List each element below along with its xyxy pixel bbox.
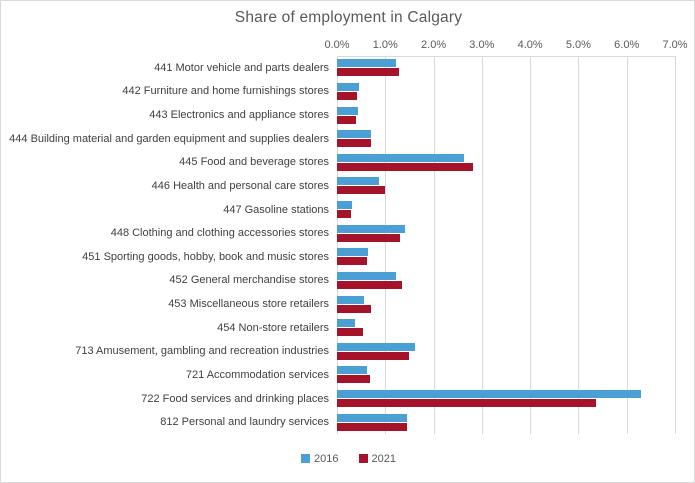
bar-2016 bbox=[337, 177, 379, 185]
legend-swatch bbox=[301, 454, 310, 463]
bar-2016 bbox=[337, 201, 352, 209]
bar-2021 bbox=[337, 92, 357, 100]
bar-2016 bbox=[337, 272, 396, 280]
gridline bbox=[434, 56, 435, 434]
x-axis-tick-label: 1.0% bbox=[372, 39, 398, 51]
bar-2016 bbox=[337, 154, 464, 162]
bar-2021 bbox=[337, 399, 596, 407]
bar-2016 bbox=[337, 319, 355, 327]
bar-2021 bbox=[337, 116, 356, 124]
gridline bbox=[675, 56, 676, 434]
category-label: 713 Amusement, gambling and recreation industries bbox=[75, 345, 329, 358]
category-label: 442 Furniture and home furnishings stores bbox=[122, 85, 329, 98]
category-label: 721 Accommodation services bbox=[185, 368, 329, 381]
bar-2021 bbox=[337, 257, 367, 265]
bar-2021 bbox=[337, 305, 371, 313]
axis-top-border bbox=[337, 56, 675, 57]
bar-2016 bbox=[337, 225, 405, 233]
x-axis-tick-label: 4.0% bbox=[517, 39, 543, 51]
chart-legend bbox=[1, 453, 695, 465]
legend-item[interactable] bbox=[359, 453, 396, 465]
bar-2021 bbox=[337, 210, 351, 218]
x-axis-tick-label: 7.0% bbox=[662, 39, 688, 51]
bar-2021 bbox=[337, 375, 370, 383]
bar-2016 bbox=[337, 107, 358, 115]
chart-title: Share of employment in Calgary bbox=[234, 9, 463, 26]
bar-2016 bbox=[337, 130, 371, 138]
category-label: 451 Sporting goods, hobby, book and music stores bbox=[82, 250, 329, 263]
bar-2016 bbox=[337, 414, 407, 422]
category-label: 722 Food services and drinking places bbox=[141, 392, 329, 405]
bar-2016 bbox=[337, 248, 368, 256]
gridline bbox=[627, 56, 628, 434]
category-axis-labels bbox=[1, 56, 333, 434]
bar-2016 bbox=[337, 390, 641, 398]
gridline bbox=[530, 56, 531, 434]
bar-2021 bbox=[337, 423, 407, 431]
bar-2021 bbox=[337, 186, 385, 194]
x-axis-tick-label: 6.0% bbox=[614, 39, 640, 51]
category-label: 446 Health and personal care stores bbox=[151, 179, 329, 192]
x-axis-tick-labels bbox=[324, 39, 688, 55]
legend-label: 2016 bbox=[314, 453, 339, 465]
category-label: 812 Personal and laundry services bbox=[160, 416, 329, 429]
gridline bbox=[385, 56, 386, 434]
x-axis-tick-label: 3.0% bbox=[469, 39, 495, 51]
legend-item[interactable] bbox=[301, 453, 338, 465]
category-label: 441 Motor vehicle and parts dealers bbox=[154, 61, 329, 74]
legend-swatch bbox=[359, 454, 368, 463]
bar-2016 bbox=[337, 59, 396, 67]
bar-2016 bbox=[337, 343, 415, 351]
category-label: 452 General merchandise stores bbox=[169, 274, 329, 287]
category-label: 444 Building material and garden equipment and supplies dealers bbox=[9, 132, 329, 145]
bar-2016 bbox=[337, 83, 359, 91]
gridline bbox=[578, 56, 579, 434]
bar-2016 bbox=[337, 296, 364, 304]
category-label: 448 Clothing and clothing accessories stores bbox=[110, 227, 329, 240]
category-label: 447 Gasoline stations bbox=[223, 203, 329, 216]
category-label: 454 Non-store retailers bbox=[217, 321, 329, 334]
bar-2021 bbox=[337, 352, 409, 360]
bar-2021 bbox=[337, 68, 399, 76]
bar-2021 bbox=[337, 139, 371, 147]
x-axis-tick-label: 2.0% bbox=[421, 39, 447, 51]
x-axis-tick-label: 0.0% bbox=[324, 39, 350, 51]
category-label: 453 Miscellaneous store retailers bbox=[168, 298, 329, 311]
category-label: 443 Electronics and appliance stores bbox=[149, 109, 329, 122]
x-axis-tick-label: 5.0% bbox=[565, 39, 591, 51]
bar-2021 bbox=[337, 234, 400, 242]
legend-label: 2021 bbox=[371, 453, 396, 465]
gridline bbox=[482, 56, 483, 434]
bar-2021 bbox=[337, 281, 402, 289]
plot-area bbox=[337, 56, 675, 434]
bar-2016 bbox=[337, 366, 367, 374]
bar-2021 bbox=[337, 163, 473, 171]
category-label: 445 Food and beverage stores bbox=[179, 156, 329, 169]
bar-2021 bbox=[337, 328, 363, 336]
